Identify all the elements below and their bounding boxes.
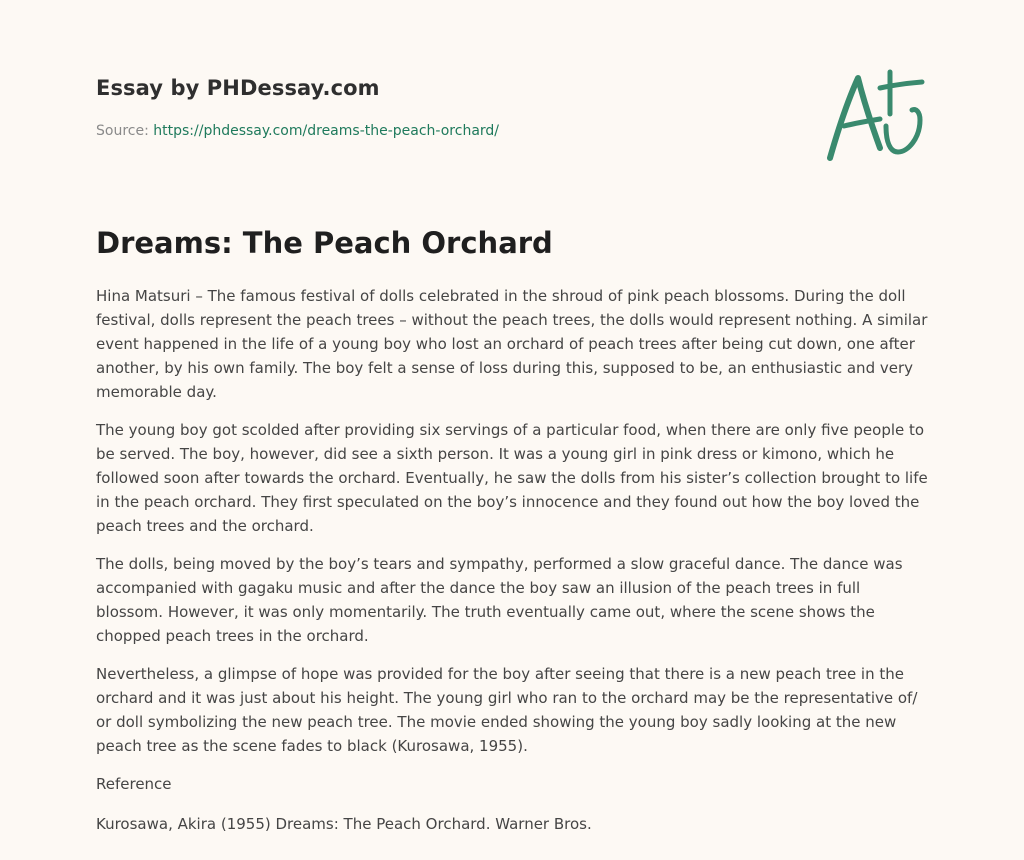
essay-body <box>96 284 928 850</box>
essay-title: Dreams: The Peach Orchard <box>96 226 553 260</box>
source-link[interactable]: https://phdessay.com/dreams-the-peach-orchard/ <box>153 123 500 139</box>
a-plus-logo-icon <box>824 68 928 164</box>
essay-paragraph: The young boy got scolded after providing six servings of a particular food, when there are only five people to be served. The boy, however, did see a sixth person. It was a young girl in pink dress or kimono, which he followed soon after towards the orchard. Eventually, he saw the dolls from his sister’s collection brought to life in the peach orchard. They first speculated on the boy’s innocence and they found out how the boy loved the peach trees and the orchard. <box>96 421 928 535</box>
essay-paragraph: Nevertheless, a glimpse of hope was provided for the boy after seeing that there is a new peach tree in the orchard and it was just about his height. The young girl who ran to the orchard may be the representative of/ or doll symbolizing the new peach tree. The movie ended showing the young boy sadly looking at the new peach tree as the scene fades to black (Kurosawa, 1955). <box>96 665 918 755</box>
source-line <box>96 123 499 139</box>
essay-paragraph: The dolls, being moved by the boy’s tears and sympathy, performed a slow graceful dance. The dance was accompanied with gagaku music and after the dance the boy saw an illusion of the peach trees in full blossom. However, it was only momentarily. The truth eventually came out, where the scene shows the chopped peach trees in the orchard. <box>96 555 903 645</box>
reference-heading: Reference <box>96 775 172 793</box>
reference-entry: Kurosawa, Akira (1955) Dreams: The Peach Orchard. Warner Bros. <box>96 815 592 833</box>
page-header <box>96 72 928 192</box>
essay-page <box>96 0 928 860</box>
site-title: Essay by PHDessay.com <box>96 76 380 100</box>
essay-paragraph: Hina Matsuri – The famous festival of dolls celebrated in the shroud of pink peach blossoms. During the doll festival, dolls represent the peach trees – without the peach trees, the dolls would represent nothing. A similar event happened in the life of a young boy who lost an orchard of peach trees after being cut down, one after another, by his own family. The boy felt a sense of loss during this, supposed to be, an enthusiastic and very memorable day. <box>96 287 928 401</box>
source-label: Source: <box>96 123 154 139</box>
